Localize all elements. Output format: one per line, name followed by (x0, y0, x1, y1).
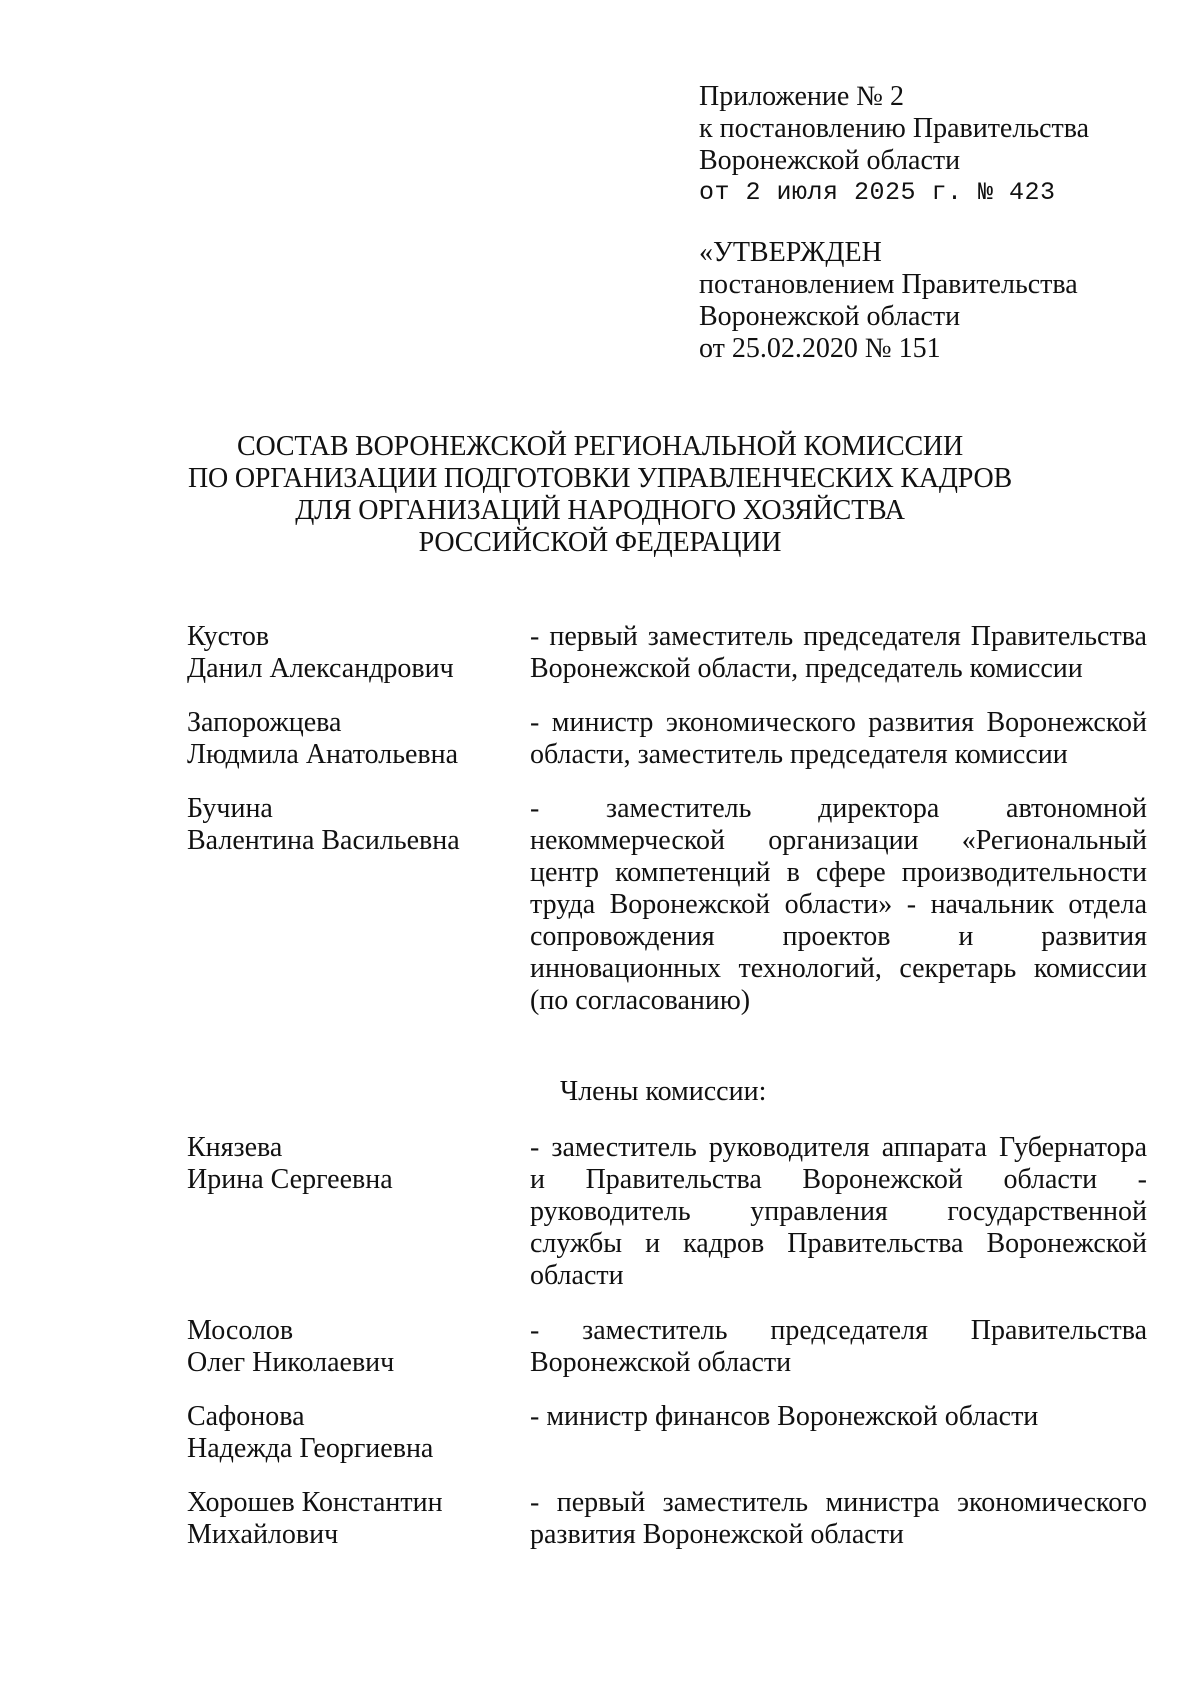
member-given-name: Михайлович (187, 1519, 339, 1550)
approved-label: «УТВЕРЖДЕН (699, 237, 882, 268)
role-line: (по согласованию) (530, 985, 751, 1016)
role-line: - министр финансов Воронежской области (530, 1401, 1039, 1432)
role-line: руководитель управления государственной (530, 1196, 1147, 1227)
member-surname: Хорошев Константин (187, 1487, 443, 1518)
role-line: инновационных технологий, секретарь комиссии (530, 953, 1147, 984)
role-line: центр компетенций в сфере производительности (530, 857, 1147, 888)
role-line: - заместитель директора автономной (530, 793, 1147, 824)
title-line: ДЛЯ ОРГАНИЗАЦИЙ НАРОДНОГО ХОЗЯЙСТВА (295, 495, 905, 526)
member-role (530, 1487, 1147, 1551)
member-role (530, 1401, 1147, 1433)
member-name (187, 793, 507, 857)
role-line: - заместитель руководителя аппарата Губернатора (530, 1132, 1147, 1163)
role-line: развития Воронежской области (530, 1519, 904, 1550)
role-line: - первый заместитель министра экономического (530, 1487, 1147, 1518)
member-name (187, 707, 507, 771)
approved-by: постановлением Правительства (699, 269, 1078, 300)
member-role (530, 707, 1147, 771)
appendix-region: Воронежской области (699, 145, 961, 176)
title-line: ПО ОРГАНИЗАЦИИ ПОДГОТОВКИ УПРАВЛЕНЧЕСКИХ КАДРОВ (187, 463, 1012, 494)
appendix-header (699, 81, 1159, 209)
approved-region: Воронежской области (699, 301, 961, 332)
member-role (530, 793, 1147, 1017)
member-name (187, 621, 507, 685)
role-line: труда Воронежской области» - начальник отдела (530, 889, 1147, 920)
member-name (187, 1132, 507, 1196)
role-line: области (530, 1260, 624, 1291)
member-given-name: Данил Александрович (187, 653, 454, 684)
member-given-name: Олег Николаевич (187, 1347, 395, 1378)
member-surname: Кустов (187, 621, 270, 652)
title-line: РОССИЙСКОЙ ФЕДЕРАЦИИ (418, 527, 782, 558)
role-line: некоммерческой организации «Региональный (530, 825, 1147, 856)
member-name (187, 1401, 507, 1465)
members-heading: Члены комиссии: (560, 1076, 767, 1107)
member-surname: Запорожцева (187, 707, 342, 738)
role-line: и Правительства Воронежской области - (530, 1164, 1147, 1195)
member-given-name: Людмила Анатольевна (187, 739, 459, 770)
member-given-name: Ирина Сергеевна (187, 1164, 393, 1195)
appendix-date-number: от 2 июля 2025 г. № 423 (699, 178, 1056, 207)
role-line: Воронежской области, председатель комиссии (530, 653, 1083, 684)
role-line: - первый заместитель председателя Правительства (530, 621, 1147, 652)
title-line: СОСТАВ ВОРОНЕЖСКОЙ РЕГИОНАЛЬНОЙ КОМИССИИ (237, 431, 963, 462)
role-line: службы и кадров Правительства Воронежской (530, 1228, 1147, 1259)
document-title (0, 431, 1200, 559)
approved-header (699, 237, 1159, 365)
member-role (530, 621, 1147, 685)
role-line: - министр экономического развития Воронежской (530, 707, 1147, 738)
member-role (530, 1132, 1147, 1292)
appendix-number: Приложение № 2 (699, 81, 904, 112)
member-surname: Бучина (187, 793, 273, 824)
role-line: Воронежской области (530, 1347, 792, 1378)
member-given-name: Надежда Георгиевна (187, 1433, 434, 1464)
member-given-name: Валентина Васильевна (187, 825, 460, 856)
appendix-reference: к постановлению Правительства (699, 113, 1090, 144)
member-name (187, 1487, 507, 1551)
member-name (187, 1315, 507, 1379)
role-line: сопровождения проектов и развития (530, 921, 1147, 952)
member-surname: Сафонова (187, 1401, 305, 1432)
member-role (530, 1315, 1147, 1379)
role-line: - заместитель председателя Правительства (530, 1315, 1147, 1346)
approved-date-number: от 25.02.2020 № 151 (699, 333, 941, 364)
role-line: области, заместитель председателя комиссии (530, 739, 1068, 770)
member-surname: Князева (187, 1132, 283, 1163)
member-surname: Мосолов (187, 1315, 294, 1346)
